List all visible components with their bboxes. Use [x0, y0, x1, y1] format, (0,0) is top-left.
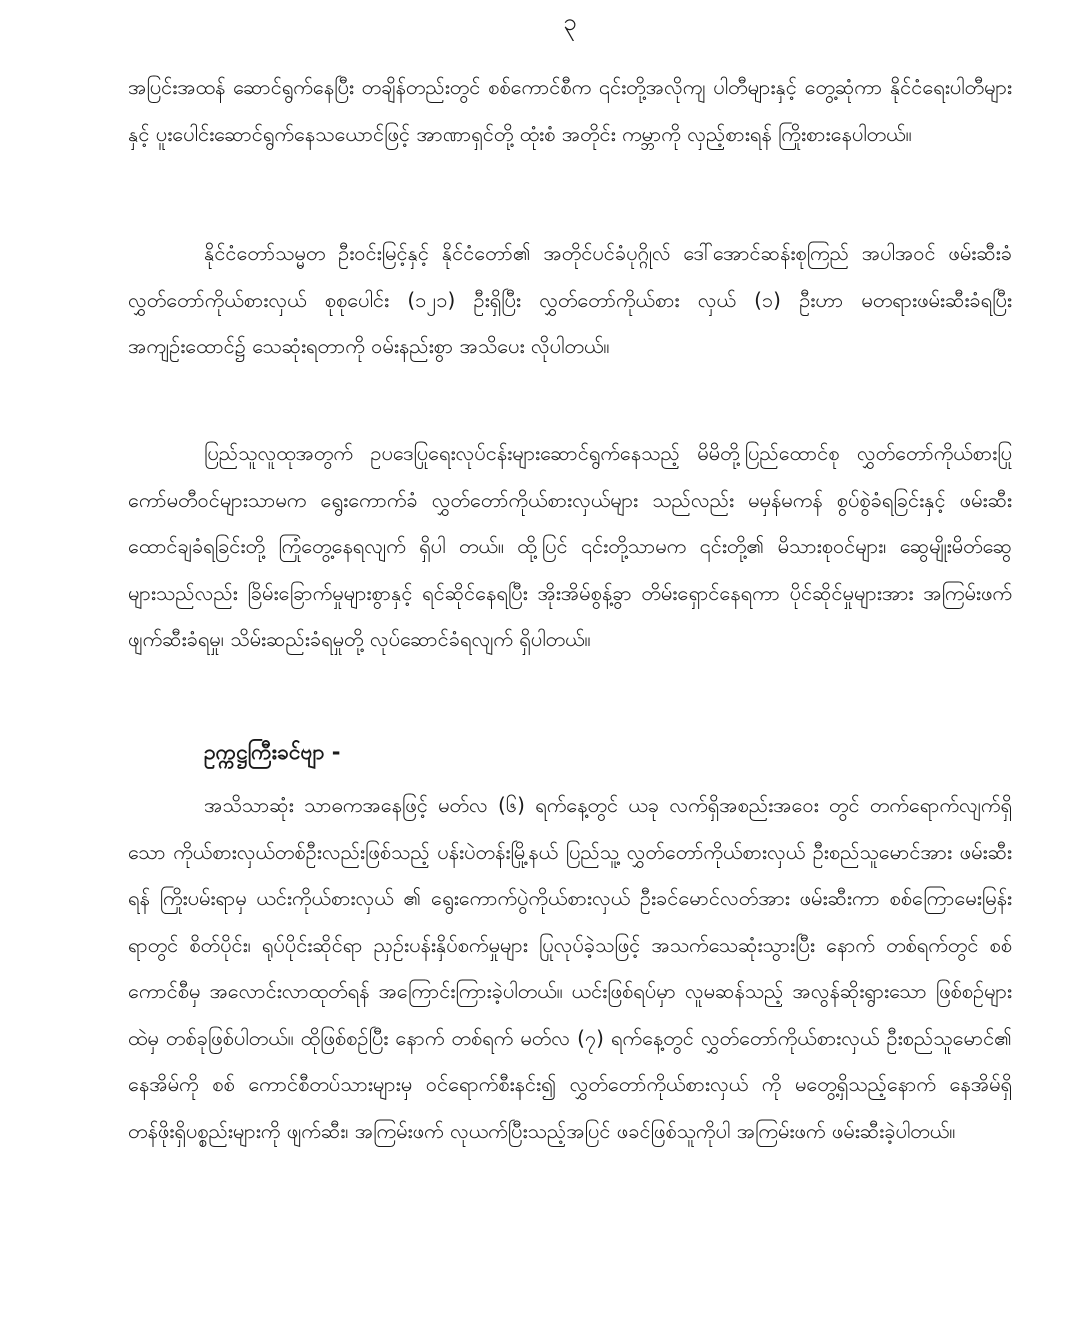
body-paragraph-continued: အပြင်းအထန် ဆောင်ရွက်နေပြီး တချိန်တည်းတွင် စစ်ကောင်စီက ၎င်းတို့အလိုကျ ပါတီများနှင့် တွေ့ဆုံကာ နိုင်ငံရေးပါတီများနှင့် ပူးပေါင်းဆောင်ရွက်နေသယောင်ဖြင့် အာဏာရှင်တို့ ထုံးစံ အတိုင်း ကမ္ဘာကို လှည့်စားရန် ကြိုးစားနေပါတယ်။: [128, 75, 1012, 146]
page-number: ၃: [563, 8, 577, 36]
body-paragraph-threats: ပြည်သူလူထုအတွက် ဥပဒေပြုရေးလုပ်ငန်းများဆောင်ရွက်နေသည့် မိမိတို့ပြည်ထောင်စု လွှတ်တော်ကိုယ်စားပြုကော်မတီဝင်များသာမက ရွေးကောက်ခံ လွှတ်တော်ကိုယ်စားလှယ်များ သည်လည်း မမှန်မကန် စွပ်စွဲခံရခြင်းနှင့် ဖမ်းဆီးထောင်ချခံရခြင်းတို့ ကြုံတွေ့နေရလျက် ရှိပါ တယ်။ ထို့ပြင် ၎င်းတို့သာမက ၎င်းတို့၏ မိသားစုဝင်များ၊ ဆွေမျိုးမိတ်ဆွေများသည်လည်း ခြိမ်းခြောက်မှုများစွာနှင့် ရင်ဆိုင်နေရပြီး အိုးအိမ်စွန့်ခွာ တိမ်းရှောင်နေရကာ ပိုင်ဆိုင်မှုများအား အကြမ်းဖက် ဖျက်ဆီးခံရမှု၊ သိမ်းဆည်းခံရမှုတို့ လုပ်ဆောင်ခံရလျက် ရှိပါတယ်။: [128, 441, 1012, 651]
section-heading: ဥက္ကဋ္ဌကြီးခင်ဗျာ -: [204, 740, 341, 764]
body-paragraph-incident: အသိသာဆုံး သာဓကအနေဖြင့် မတ်လ (၆) ရက်နေ့တွင် ယခု လက်ရှိအစည်းအဝေး တွင် တက်ရောက်လျက်ရှိသော ကိုယ်စားလှယ်တစ်ဦးလည်းဖြစ်သည့် ပန်းပဲတန်းမြို့နယ် ပြည်သူ့ လွှတ်တော်ကိုယ်စားလှယ် ဦးစည်သူမောင်အား ဖမ်းဆီးရန် ကြိုးပမ်းရာမှ ယင်းကိုယ်စားလှယ် ၏ ရွေးကောက်ပွဲကိုယ်စားလှယ် ဦးခင်မောင်လတ်အား ဖမ်းဆီးကာ စစ်ကြောမေးမြန်းရာတွင် စိတ်ပိုင်း၊ ရုပ်ပိုင်းဆိုင်ရာ ညှဉ်းပန်းနှိပ်စက်မှုများ ပြုလုပ်ခဲ့သဖြင့် အသက်သေဆုံးသွားပြီး နောက် တစ်ရက်တွင် စစ်ကောင်စီမှ အလောင်းလာထုတ်ရန် အကြောင်းကြားခဲ့ပါတယ်။ ယင်းဖြစ်ရပ်မှာ လူမဆန်သည့် အလွန်ဆိုးရွားသော ဖြစ်စဉ်များထဲမှ တစ်ခုဖြစ်ပါတယ်။ ထိုဖြစ်စဉ်ပြီး နောက် တစ်ရက် မတ်လ (၇) ရက်နေ့တွင် လွှတ်တော်ကိုယ်စားလှယ် ဦးစည်သူမောင်၏ နေအိမ်ကို စစ် ကောင်စီတပ်သားများမှ ဝင်ရောက်စီးနင်း၍ လွှတ်တော်ကိုယ်စားလှယ် ကို မတွေ့ရှိသည့်နောက် နေအိမ်ရှိ တန်ဖိုးရှိပစ္စည်းများကို ဖျက်ဆီး၊ အကြမ်းဖက် လုယက်ပြီးသည့်အပြင် ဖခင်ဖြစ်သူကိုပါ အကြမ်းဖက် ဖမ်းဆီးခဲ့ပါတယ်။: [128, 793, 1012, 1143]
body-paragraph-detainees: နိုင်ငံတော်သမ္မတ ဦးဝင်းမြင့်နှင့် နိုင်ငံတော်၏ အတိုင်ပင်ခံပုဂ္ဂိုလ် ဒေါ်အောင်ဆန်းစုကြည် အပါအဝင် ဖမ်းဆီးခံ လွှတ်တော်ကိုယ်စားလှယ် စုစုပေါင်း (၁၂၁) ဦးရှိပြီး လွှတ်တော်ကိုယ်စား လှယ် (၁) ဦးဟာ မတရားဖမ်းဆီးခံရပြီး အကျဉ်းထောင်၌ သေဆုံးရတာကို ဝမ်းနည်းစွာ အသိပေး လိုပါတယ်။: [128, 241, 1012, 358]
document-page: [128, 0, 1012, 1318]
